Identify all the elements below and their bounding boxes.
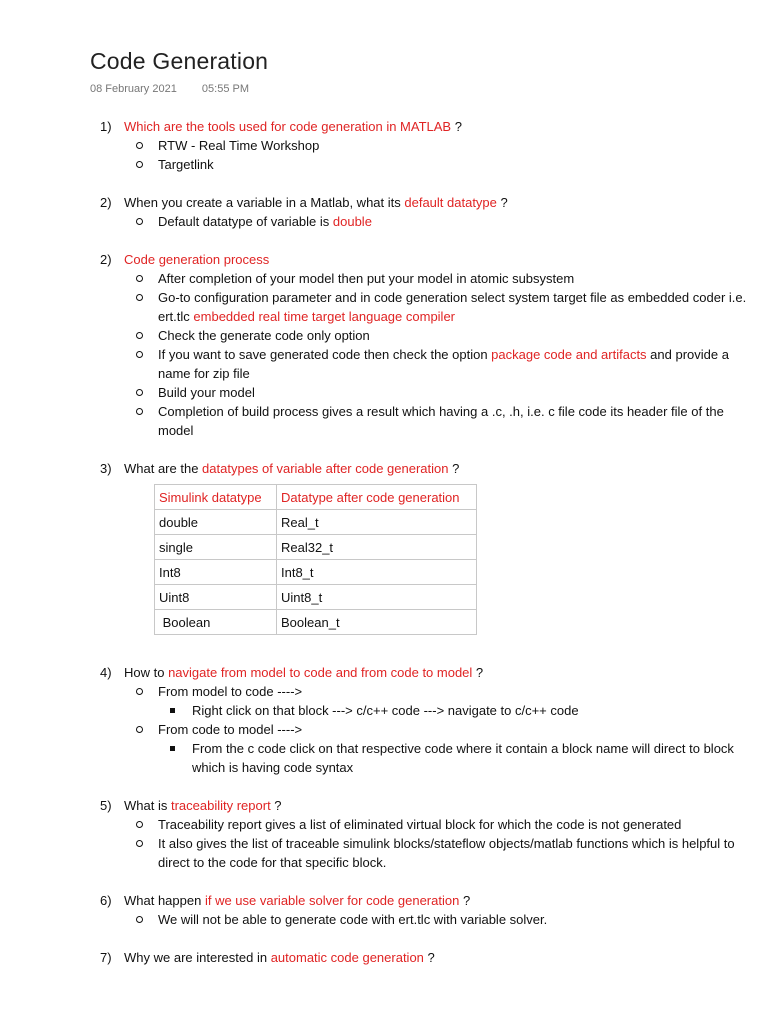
item-text: If you want to save generated code then check the option bbox=[158, 347, 492, 362]
list-item: It also gives the list of traceable simulink blocks/stateflow objects/matlab functions which is helpful to direct to the code for that specific block. bbox=[134, 834, 750, 872]
answer-list-3 bbox=[100, 269, 750, 440]
list-item bbox=[134, 345, 750, 383]
table-row bbox=[155, 535, 477, 560]
question-7 bbox=[100, 891, 750, 910]
question-number: 6) bbox=[100, 893, 112, 908]
nested-item: From the c code click on that respective code where it contain a block name will direct to block which is having code syntax bbox=[168, 739, 750, 777]
answer-list-5 bbox=[100, 682, 750, 777]
question-text: Why we are interested in bbox=[124, 950, 271, 965]
answer-list-7 bbox=[100, 910, 750, 929]
question-suffix: ? bbox=[270, 798, 282, 813]
question-8 bbox=[100, 948, 750, 967]
question-suffix: ? bbox=[496, 195, 508, 210]
question-highlight: datatypes of variable after code generation bbox=[202, 461, 449, 476]
table-cell: Uint8 bbox=[155, 585, 277, 610]
item-text: and provide a name for zip file bbox=[158, 347, 729, 381]
list-item: Check the generate code only option bbox=[134, 326, 750, 345]
question-suffix: ? bbox=[472, 665, 484, 680]
datatype-table bbox=[154, 484, 477, 635]
question-suffix: ? bbox=[451, 119, 462, 134]
question-suffix: ? bbox=[459, 893, 471, 908]
question-5 bbox=[100, 663, 750, 682]
question-highlight: Code generation process bbox=[124, 252, 270, 267]
question-text: What is bbox=[124, 798, 171, 813]
question-number: 4) bbox=[100, 665, 112, 680]
question-highlight: automatic code generation bbox=[270, 950, 424, 965]
question-number: 5) bbox=[100, 798, 112, 813]
table-cell: Boolean_t bbox=[277, 610, 477, 635]
answer-list-1 bbox=[100, 136, 750, 174]
nested-item: Right click on that block ---> c/c++ code ---> navigate to c/c++ code bbox=[168, 701, 750, 720]
question-6 bbox=[100, 796, 750, 815]
item-text: From model to code ----> bbox=[158, 684, 303, 699]
question-1 bbox=[100, 117, 750, 136]
page-time: 05:55 PM bbox=[201, 83, 249, 95]
question-2 bbox=[100, 193, 750, 212]
table-cell: Int8 bbox=[155, 560, 277, 585]
table-row bbox=[155, 585, 477, 610]
table-row bbox=[155, 560, 477, 585]
column-header: Simulink datatype bbox=[155, 485, 277, 510]
question-3 bbox=[100, 250, 750, 269]
notes-content bbox=[100, 117, 750, 967]
question-highlight: Which are the tools used for code generation in MATLAB bbox=[124, 119, 452, 134]
question-text: How to bbox=[124, 665, 169, 680]
question-number: 7) bbox=[100, 950, 112, 965]
list-item: RTW - Real Time Workshop bbox=[134, 136, 750, 155]
list-item bbox=[134, 682, 750, 720]
question-number: 2) bbox=[100, 195, 112, 210]
question-number: 2) bbox=[100, 252, 112, 267]
question-text: When you create a variable in a Matlab, what its bbox=[124, 195, 405, 210]
list-item bbox=[134, 288, 750, 326]
question-highlight: navigate from model to code and from code to model bbox=[168, 665, 473, 680]
answer-list-2 bbox=[100, 212, 750, 231]
question-number: 3) bbox=[100, 461, 112, 476]
list-item: Completion of build process gives a result which having a .c, .h, i.e. c file code its header file of the model bbox=[134, 402, 750, 440]
item-highlight: package code and artifacts bbox=[491, 347, 647, 362]
question-highlight: if we use variable solver for code generation bbox=[204, 893, 460, 908]
table-cell: Int8_t bbox=[277, 560, 477, 585]
answer-list-6 bbox=[100, 815, 750, 872]
question-text: What happen bbox=[124, 893, 205, 908]
question-text: What are the bbox=[124, 461, 203, 476]
nested-list bbox=[158, 701, 750, 720]
list-item bbox=[134, 720, 750, 777]
item-text: Default datatype of variable is bbox=[158, 214, 333, 229]
list-item: We will not be able to generate code with ert.tlc with variable solver. bbox=[134, 910, 750, 929]
item-text: Go-to configuration parameter and in code generation select system target file as embedded coder i.e. ert.tlc bbox=[158, 290, 747, 324]
list-item bbox=[134, 212, 750, 231]
table-cell: double bbox=[155, 510, 277, 535]
table-cell: Real_t bbox=[277, 510, 477, 535]
list-item: Build your model bbox=[134, 383, 750, 402]
table-row bbox=[155, 510, 477, 535]
question-4 bbox=[100, 459, 750, 478]
table-cell: Uint8_t bbox=[277, 585, 477, 610]
question-highlight: traceability report bbox=[170, 798, 271, 813]
table-cell: Boolean bbox=[155, 610, 277, 635]
table-row bbox=[155, 610, 477, 635]
question-suffix: ? bbox=[448, 461, 460, 476]
page-meta bbox=[90, 83, 249, 95]
item-text: From code to model ----> bbox=[158, 722, 303, 737]
list-item: Traceability report gives a list of eliminated virtual block for which the code is not generated bbox=[134, 815, 750, 834]
table-header-row bbox=[155, 485, 477, 510]
list-item: Targetlink bbox=[134, 155, 750, 174]
nested-list bbox=[158, 739, 750, 777]
question-number: 1) bbox=[100, 119, 112, 134]
table-cell: single bbox=[155, 535, 277, 560]
item-highlight: embedded real time target language compiler bbox=[193, 309, 456, 324]
list-item: After completion of your model then put your model in atomic subsystem bbox=[134, 269, 750, 288]
question-suffix: ? bbox=[423, 950, 435, 965]
page-date: 08 February 2021 bbox=[90, 83, 177, 95]
page-title: Code Generation bbox=[90, 48, 269, 74]
column-header: Datatype after code generation bbox=[277, 485, 477, 510]
item-highlight: double bbox=[332, 214, 372, 229]
question-highlight: default datatype bbox=[404, 195, 497, 210]
table-cell: Real32_t bbox=[277, 535, 477, 560]
